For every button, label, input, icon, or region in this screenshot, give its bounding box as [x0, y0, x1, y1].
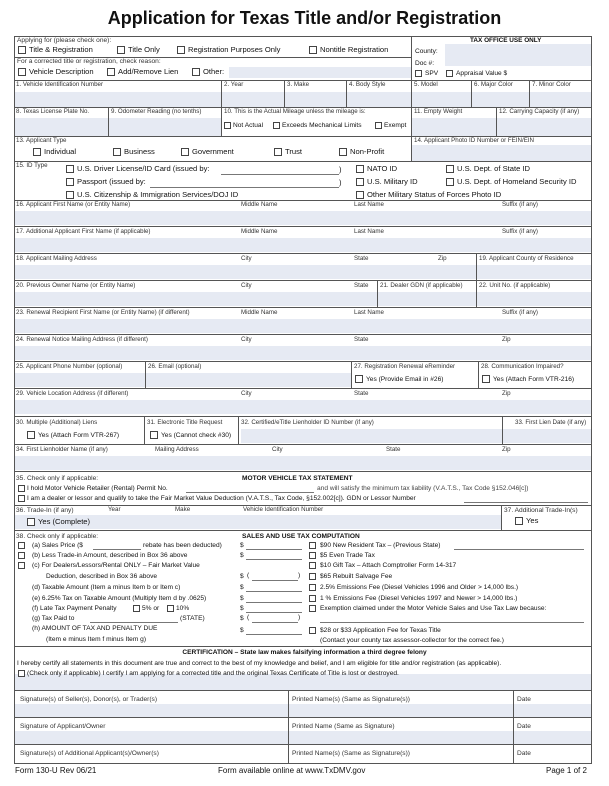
trust-checkbox[interactable]: [274, 148, 282, 156]
trade-year-label: Year: [108, 506, 121, 513]
additional-applicant-label: 17. Additional Applicant First Name (if applicable): [16, 228, 151, 235]
r9-label: (Contact your county tax assessor-collector for the correct fee.): [320, 637, 504, 644]
date-additional-label: Date: [517, 750, 531, 757]
dollar-e: $: [240, 595, 244, 602]
exempt-label: Exempt: [384, 122, 407, 129]
multiple-liens-label: 30. Multiple (Additional) Liens: [16, 419, 98, 426]
dollar-f: $: [240, 605, 244, 612]
corrected-title-checkbox[interactable]: [18, 670, 25, 677]
mvt-check-label: 35. Check only if applicable:: [16, 475, 99, 482]
state-label-18: State: [354, 255, 369, 262]
applicant-first-name-label: 16. Applicant First Name (or Entity Name): [16, 201, 131, 208]
registration-only-checkbox[interactable]: [177, 46, 185, 54]
mailing-address-label: 18. Applicant Mailing Address: [16, 255, 97, 262]
business-label: Business: [124, 147, 155, 156]
r4-checkbox[interactable]: [309, 573, 316, 580]
title-registration-checkbox[interactable]: [18, 46, 26, 54]
min-tax-label: and will satisfy the minimum tax liability (V.A.T.S., Tax Code §152.046[c]): [317, 485, 529, 492]
other-checkbox[interactable]: [192, 68, 200, 76]
state-label-34: State: [386, 446, 401, 453]
last-name-label-23: Last Name: [354, 309, 384, 316]
r2-label: $5 Even Trade Tax: [320, 552, 375, 559]
zip-label-34: Zip: [502, 446, 511, 453]
applying-for-label: Applying for (please check one):: [17, 37, 112, 44]
ereminder-label: 27. Registration Renewal eReminder: [354, 363, 456, 370]
pct5-label: 5% or: [142, 605, 160, 612]
form-online: Form available online at www.TxDMV.gov: [218, 766, 366, 775]
trade-vin-label: Vehicle Identification Number: [243, 506, 324, 513]
middle-name-label-17: Middle Name: [241, 228, 278, 235]
retailer-permit-label: I hold Motor Vehicle Retailer (Rental) Permit No.: [27, 485, 168, 492]
sut-b-checkbox[interactable]: [18, 552, 25, 559]
city-label-24: City: [241, 336, 252, 343]
dealer-lessor-label: I am a dealer or lessor and qualify to take the Fair Market Value Deduction (V.A.T.S., Tax Code, §152.002[c]). GDN or Lessor Number: [27, 495, 416, 502]
not-actual-label: Not Actual: [233, 122, 264, 129]
additional-trade-yes: Yes: [526, 516, 539, 525]
odometer-label: 9. Odometer Reading (no tenths): [111, 108, 202, 115]
sut-a-checkbox[interactable]: [18, 542, 25, 549]
pct10-checkbox[interactable]: [167, 605, 174, 612]
sut-header: SALES AND USE TAX COMPUTATION: [242, 533, 360, 540]
individual-checkbox[interactable]: [33, 148, 41, 156]
lien-mailing-label: Mailing Address: [155, 446, 199, 453]
nonprofit-checkbox[interactable]: [339, 148, 347, 156]
doc-label: Doc #:: [415, 60, 435, 67]
vehicle-location-label: 29. Vehicle Location Address (if different): [16, 390, 129, 397]
renewal-recipient-label: 23. Renewal Recipient First Name (or Entity Name) (if different): [16, 309, 190, 316]
middle-name-label-23: Middle Name: [241, 309, 278, 316]
r8-label: $28 or $33 Application Fee for Texas Title: [320, 627, 441, 634]
trade-in-checkbox[interactable]: [27, 518, 35, 526]
add-remove-lien-checkbox[interactable]: [107, 68, 115, 76]
sut-c-label: (c) For Dealers/Lessors/Rental ONLY – Fair Market Value: [32, 562, 200, 569]
business-checkbox[interactable]: [113, 148, 121, 156]
sut-a-label: (a) Sales Price ($: [32, 542, 83, 549]
year-label: 2. Year: [224, 81, 244, 88]
yes-vtr267-label: Yes (Attach Form VTR-267): [38, 432, 120, 439]
military-checkbox[interactable]: [356, 178, 364, 186]
registration-only-label: Registration Purposes Only: [188, 45, 281, 54]
spv-checkbox[interactable]: [415, 70, 422, 77]
r6-label: 1 % Emissions Fee (Diesel Vehicles 1997 and Newer > 14,000 lbs.): [320, 595, 518, 602]
other-military-label: Other Military Status of Forces Photo ID: [367, 190, 502, 199]
dollar-d: $: [240, 584, 244, 591]
renewal-address-label: 24. Renewal Notice Mailing Address (if different): [16, 336, 148, 343]
dealer-gdn-label: 21. Dealer GDN (if applicable): [380, 282, 463, 289]
first-lienholder-label: 34. First Lienholder Name (if any): [16, 446, 108, 453]
page-number: Page 1 of 2: [546, 766, 587, 775]
dollar-h: $: [240, 627, 244, 634]
email-label: 26. Email (optional): [148, 363, 202, 370]
dollar-c: $: [240, 573, 244, 580]
sut-h-label: (h) AMOUNT OF TAX AND PENALTY DUE: [32, 625, 158, 632]
printed-seller-label: Printed Name(s) (Same as Signature(s)): [292, 696, 410, 703]
pct10-label: 10%: [176, 605, 190, 612]
body-style-label: 4. Body Style: [349, 81, 386, 88]
suffix-label-23: Suffix (if any): [502, 309, 538, 316]
cert-line2: (Check only if applicable) I certify I am applying for a corrected title and the original Texas Certificate of Title is lost or destroyed.: [27, 670, 399, 677]
sut-d-label: (d) Taxable Amount (Item a minus Item b or Item c): [32, 584, 181, 591]
last-name-label-17: Last Name: [354, 228, 384, 235]
exceeds-checkbox[interactable]: [273, 122, 280, 129]
unit-no-label: 22. Unit No. (if applicable): [479, 282, 551, 289]
dealer-lessor-checkbox[interactable]: [18, 495, 25, 502]
form-title: Application for Texas Title and/or Registration: [107, 8, 502, 28]
city-label-20: City: [241, 282, 252, 289]
r5-label: 2.5% Emissions Fee (Diesel Vehicles 1996 and Older > 14,000 lbs.): [320, 584, 519, 591]
etitle-request-label: 31. Electronic Title Request: [147, 419, 223, 426]
date-seller-label: Date: [517, 696, 531, 703]
homeland-label: U.S. Dept. of Homeland Security ID: [457, 177, 577, 186]
additional-trade-label: 37. Additional Trade-In(s): [504, 507, 578, 514]
pct5-checkbox[interactable]: [133, 605, 140, 612]
vehicle-description-checkbox[interactable]: [18, 68, 26, 76]
r1-label: $90 New Resident Tax – (Previous State): [320, 542, 441, 549]
yes-vtr216-label: Yes (Attach Form VTR-216): [493, 376, 575, 383]
r8-checkbox[interactable]: [309, 627, 316, 634]
exceeds-label: Exceeds Mechanical Limits: [282, 122, 362, 129]
r2-checkbox[interactable]: [309, 552, 316, 559]
government-checkbox[interactable]: [181, 148, 189, 156]
suffix-label-17: Suffix (if any): [502, 228, 538, 235]
other-label: Other:: [203, 67, 225, 76]
printed-applicant-label: Printed Name (Same as Signature): [292, 723, 395, 730]
phone-label: 25. Applicant Phone Number (optional): [16, 363, 123, 370]
city-label-18: City: [241, 255, 252, 262]
citizenship-checkbox[interactable]: [66, 191, 74, 199]
etitle-checkbox[interactable]: [150, 431, 158, 439]
yes-email-label: Yes (Provide Email in #26): [366, 376, 444, 383]
sut-g-label: (g) Tax Paid to: [32, 615, 75, 622]
corrected-title-label: For a corrected title or registration, check reason:: [17, 58, 161, 65]
plate-label: 8. Texas License Plate No.: [16, 108, 90, 115]
vin-label: 1. Vehicle Identification Number: [16, 81, 104, 88]
appraisal-label: Appraisal Value $: [456, 70, 508, 77]
date-applicant-label: Date: [517, 723, 531, 730]
nontitle-registration-checkbox[interactable]: [309, 46, 317, 54]
sig-additional-label: Signature(s) of Additional Applicant(s)/Owner(s): [20, 750, 159, 757]
comm-impaired-checkbox[interactable]: [482, 375, 490, 383]
dollar-g: $: [240, 615, 244, 622]
zip-label-29: Zip: [502, 390, 511, 397]
sut-check-label: 38. Check only if applicable:: [16, 533, 99, 540]
passport-checkbox[interactable]: [66, 178, 74, 186]
sut-c-checkbox[interactable]: [18, 562, 25, 569]
r1-checkbox[interactable]: [309, 542, 316, 549]
first-lien-date-label: 33. First Lien Date (if any): [515, 419, 587, 426]
trust-label: Trust: [285, 147, 303, 156]
sut-f-label: (f) Late Tax Payment Penalty: [32, 605, 117, 612]
r4-label: $65 Rebuilt Salvage Fee: [320, 573, 393, 580]
trade-in-label: 36. Trade-In (if any): [16, 507, 74, 514]
sig-applicant-label: Signature of Applicant/Owner: [20, 723, 106, 730]
nonprofit-label: Non-Profit: [350, 147, 385, 156]
city-label-34: City: [272, 446, 283, 453]
trade-make-label: Make: [175, 506, 191, 513]
major-color-label: 6. Major Color: [474, 81, 513, 88]
r7-label: Exemption claimed under the Motor Vehicle Sales and Use Tax Law because:: [320, 605, 547, 612]
photo-id-label: 14. Applicant Photo ID Number or FEIN/EIN: [414, 137, 535, 144]
additional-trade-checkbox[interactable]: [515, 517, 523, 525]
zip-label-18: Zip: [438, 255, 447, 262]
make-label: 3. Make: [287, 81, 310, 88]
not-actual-checkbox[interactable]: [224, 122, 231, 129]
r7-checkbox[interactable]: [309, 605, 316, 612]
title-registration-label: Title & Registration: [29, 45, 93, 54]
title-only-label: Title Only: [128, 45, 160, 54]
add-remove-lien-label: Add/Remove Lien: [118, 67, 179, 76]
citizenship-label: U.S. Citizenship & Immigration Services/DOJ ID: [77, 190, 239, 199]
dollar-a: $: [240, 542, 244, 549]
city-label-29: City: [241, 390, 252, 397]
government-label: Government: [192, 147, 234, 156]
applicant-type-label: 13. Applicant Type: [16, 137, 67, 144]
title-only-checkbox[interactable]: [117, 46, 125, 54]
dl-label: U.S. Driver License/ID Card (issued by:: [77, 164, 210, 173]
sut-a2-label: rebate has been deducted): [143, 542, 222, 549]
id-type-label: 15. ID Type: [16, 162, 48, 169]
county-label: County:: [415, 48, 438, 55]
military-label: U.S. Military ID: [367, 177, 418, 186]
state-label-29: State: [354, 390, 369, 397]
ereminder-checkbox[interactable]: [355, 375, 363, 383]
passport-label: Passport (issued by:: [77, 177, 146, 186]
last-name-label-16: Last Name: [354, 201, 384, 208]
multiple-liens-checkbox[interactable]: [27, 431, 35, 439]
nato-checkbox[interactable]: [356, 165, 364, 173]
homeland-checkbox[interactable]: [446, 178, 454, 186]
zip-label-24: Zip: [502, 336, 511, 343]
r3-label: $10 Gift Tax – Attach Comptroller Form 14-317: [320, 562, 457, 569]
lienholder-id-label: 32. Certified/eTitle Lienholder ID Number (if any): [241, 419, 374, 426]
yes-30-label: Yes (Cannot check #30): [161, 432, 232, 439]
sut-b-label: (b) Less Trade-in Amount, described in Box 36 above: [32, 552, 188, 559]
individual-label: Individual: [44, 147, 77, 156]
appraisal-checkbox[interactable]: [446, 70, 453, 77]
state-label-20: State: [354, 282, 369, 289]
r6-checkbox[interactable]: [309, 595, 316, 602]
retailer-permit-checkbox[interactable]: [18, 485, 25, 492]
carrying-capacity-label: 12. Carrying Capacity (if any): [499, 108, 580, 115]
middle-name-label-16: Middle Name: [241, 201, 278, 208]
dollar-b: $: [240, 552, 244, 559]
vehicle-description-label: Vehicle Description: [29, 67, 94, 76]
dl-checkbox[interactable]: [66, 165, 74, 173]
tax-office-header: TAX OFFICE USE ONLY: [470, 37, 542, 44]
minor-color-label: 7. Minor Color: [532, 81, 571, 88]
state-id-checkbox[interactable]: [446, 165, 454, 173]
printed-additional-label: Printed Name(s) (Same as Signature(s)): [292, 750, 410, 757]
cert-header: CERTIFICATION – State law makes falsifying information a third degree felony: [182, 649, 427, 656]
cert-line1: I hereby certify all statements in this document are true and correct to the best of my knowledge and belief, and I am eligible for title and/or registration (as applicable).: [17, 660, 502, 667]
model-label: 5. Model: [414, 81, 438, 88]
mileage-label: 10. This is the Actual Mileage unless the mileage is:: [224, 108, 366, 115]
nontitle-registration-label: Nontitle Registration: [320, 45, 389, 54]
sut-h2-label: (Item e minus Item f minus Item g): [46, 636, 147, 643]
state-label-24: State: [354, 336, 369, 343]
mvt-header: MOTOR VEHICLE TAX STATEMENT: [242, 475, 353, 482]
exempt-checkbox[interactable]: [375, 122, 382, 129]
spv-label: SPV: [425, 70, 439, 77]
sig-seller-label: Signature(s) of Seller(s), Donor(s), or Trader(s): [20, 696, 158, 703]
sut-c2-label: Deduction, described in Box 36 above: [46, 573, 158, 580]
sut-e-label: (e) 6.25% Tax on Taxable Amount (Multiply Item d by .0625): [32, 595, 207, 602]
r3-checkbox[interactable]: [309, 562, 316, 569]
yes-complete-label: Yes (Complete): [38, 517, 91, 526]
empty-weight-label: 11. Empty Weight: [414, 108, 463, 115]
state-id-label: U.S. Dept. of State ID: [457, 164, 531, 173]
nato-label: NATO ID: [367, 164, 398, 173]
other-military-checkbox[interactable]: [356, 191, 364, 199]
form-number: Form 130-U Rev 06/21: [15, 766, 97, 775]
previous-owner-label: 20. Previous Owner Name (or Entity Name): [16, 282, 136, 289]
r5-checkbox[interactable]: [309, 584, 316, 591]
comm-impaired-label: 28. Communication Impaired?: [481, 363, 564, 370]
sut-g2-label: (STATE): [180, 615, 205, 622]
county-residence-label: 19. Applicant County of Residence: [479, 255, 574, 262]
suffix-label-16: Suffix (if any): [502, 201, 538, 208]
